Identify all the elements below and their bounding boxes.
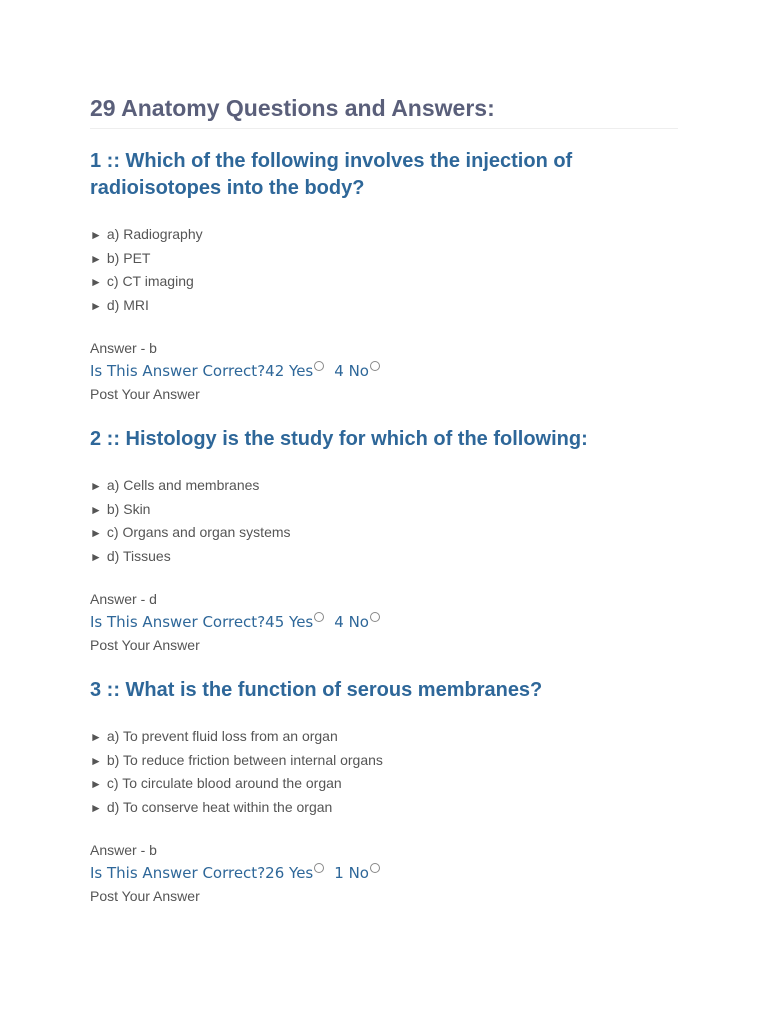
answer-text: Answer - b xyxy=(90,842,157,858)
rating-prompt: Is This Answer Correct? xyxy=(90,362,266,380)
option-text: d) To conserve heat within the organ xyxy=(106,798,333,815)
arrow-right-icon: ► xyxy=(90,275,102,289)
option-text: a) Cells and membranes xyxy=(106,477,260,493)
option-text: b) Skin xyxy=(106,500,151,517)
no-label: No xyxy=(348,362,369,380)
rating-prompt: Is This Answer Correct? xyxy=(90,864,266,882)
rating-prompt: Is This Answer Correct? xyxy=(90,613,266,631)
arrow-right-icon: ► xyxy=(90,730,102,744)
arrow-right-icon: ► xyxy=(90,228,102,242)
no-count: 1 xyxy=(334,864,344,882)
yes-label: Yes xyxy=(289,613,314,631)
option-list xyxy=(90,223,690,317)
arrow-right-icon: ► xyxy=(90,800,102,815)
option-b xyxy=(90,498,690,522)
option-text: c) CT imaging xyxy=(106,273,194,289)
question-heading: 2 :: Histology is the study for which of the following: xyxy=(90,428,588,450)
option-text: d) MRI xyxy=(106,296,149,313)
title-divider xyxy=(90,128,678,129)
option-list xyxy=(90,725,690,819)
yes-radio[interactable] xyxy=(314,612,324,622)
option-a xyxy=(90,725,690,749)
post-answer-link[interactable]: Post Your Answer xyxy=(90,386,200,402)
post-answer-link[interactable]: Post Your Answer xyxy=(90,888,200,904)
answer-rating xyxy=(90,361,690,381)
arrow-right-icon: ► xyxy=(90,549,102,564)
question-3 xyxy=(90,677,690,905)
yes-radio[interactable] xyxy=(314,361,324,371)
option-c xyxy=(90,521,690,545)
no-radio[interactable] xyxy=(370,612,380,622)
yes-count: 45 xyxy=(265,613,285,631)
option-d xyxy=(90,294,690,318)
post-answer-link[interactable]: Post Your Answer xyxy=(90,637,200,653)
option-text: c) To circulate blood around the organ xyxy=(106,775,342,791)
option-a xyxy=(90,223,690,247)
answer-rating xyxy=(90,863,690,883)
answer-text: Answer - d xyxy=(90,591,157,607)
yes-label: Yes xyxy=(289,362,314,380)
yes-radio[interactable] xyxy=(314,863,324,873)
option-text: a) Radiography xyxy=(106,226,203,242)
question-heading: 3 :: What is the function of serous membranes? xyxy=(90,679,543,701)
arrow-right-icon: ► xyxy=(90,298,102,313)
arrow-right-icon: ► xyxy=(90,479,102,493)
question-1 xyxy=(90,148,690,403)
answer-text: Answer - b xyxy=(90,340,157,356)
question-heading: 1 :: Which of the following involves the injection of radioisotopes into the body? xyxy=(90,150,573,199)
option-b xyxy=(90,247,690,271)
option-d xyxy=(90,796,690,820)
no-count: 4 xyxy=(334,613,344,631)
arrow-right-icon: ► xyxy=(90,526,102,540)
option-a xyxy=(90,474,690,498)
yes-count: 42 xyxy=(265,362,285,380)
arrow-right-icon: ► xyxy=(90,753,102,768)
option-text: d) Tissues xyxy=(106,547,171,564)
yes-count: 26 xyxy=(265,864,285,882)
yes-label: Yes xyxy=(289,864,314,882)
no-radio[interactable] xyxy=(370,361,380,371)
option-text: c) Organs and organ systems xyxy=(106,524,291,540)
option-text: b) PET xyxy=(106,249,151,266)
no-label: No xyxy=(348,864,369,882)
option-c xyxy=(90,772,690,796)
question-2 xyxy=(90,426,690,654)
arrow-right-icon: ► xyxy=(90,251,102,266)
arrow-right-icon: ► xyxy=(90,502,102,517)
option-d xyxy=(90,545,690,569)
arrow-right-icon: ► xyxy=(90,777,102,791)
option-b xyxy=(90,749,690,773)
no-label: No xyxy=(348,613,369,631)
no-count: 4 xyxy=(334,362,344,380)
answer-rating xyxy=(90,612,690,632)
page-title: 29 Anatomy Questions and Answers: xyxy=(90,95,495,121)
option-text: b) To reduce friction between internal organs xyxy=(106,751,383,768)
no-radio[interactable] xyxy=(370,863,380,873)
option-list xyxy=(90,474,690,568)
option-c xyxy=(90,270,690,294)
option-text: a) To prevent fluid loss from an organ xyxy=(106,728,338,744)
